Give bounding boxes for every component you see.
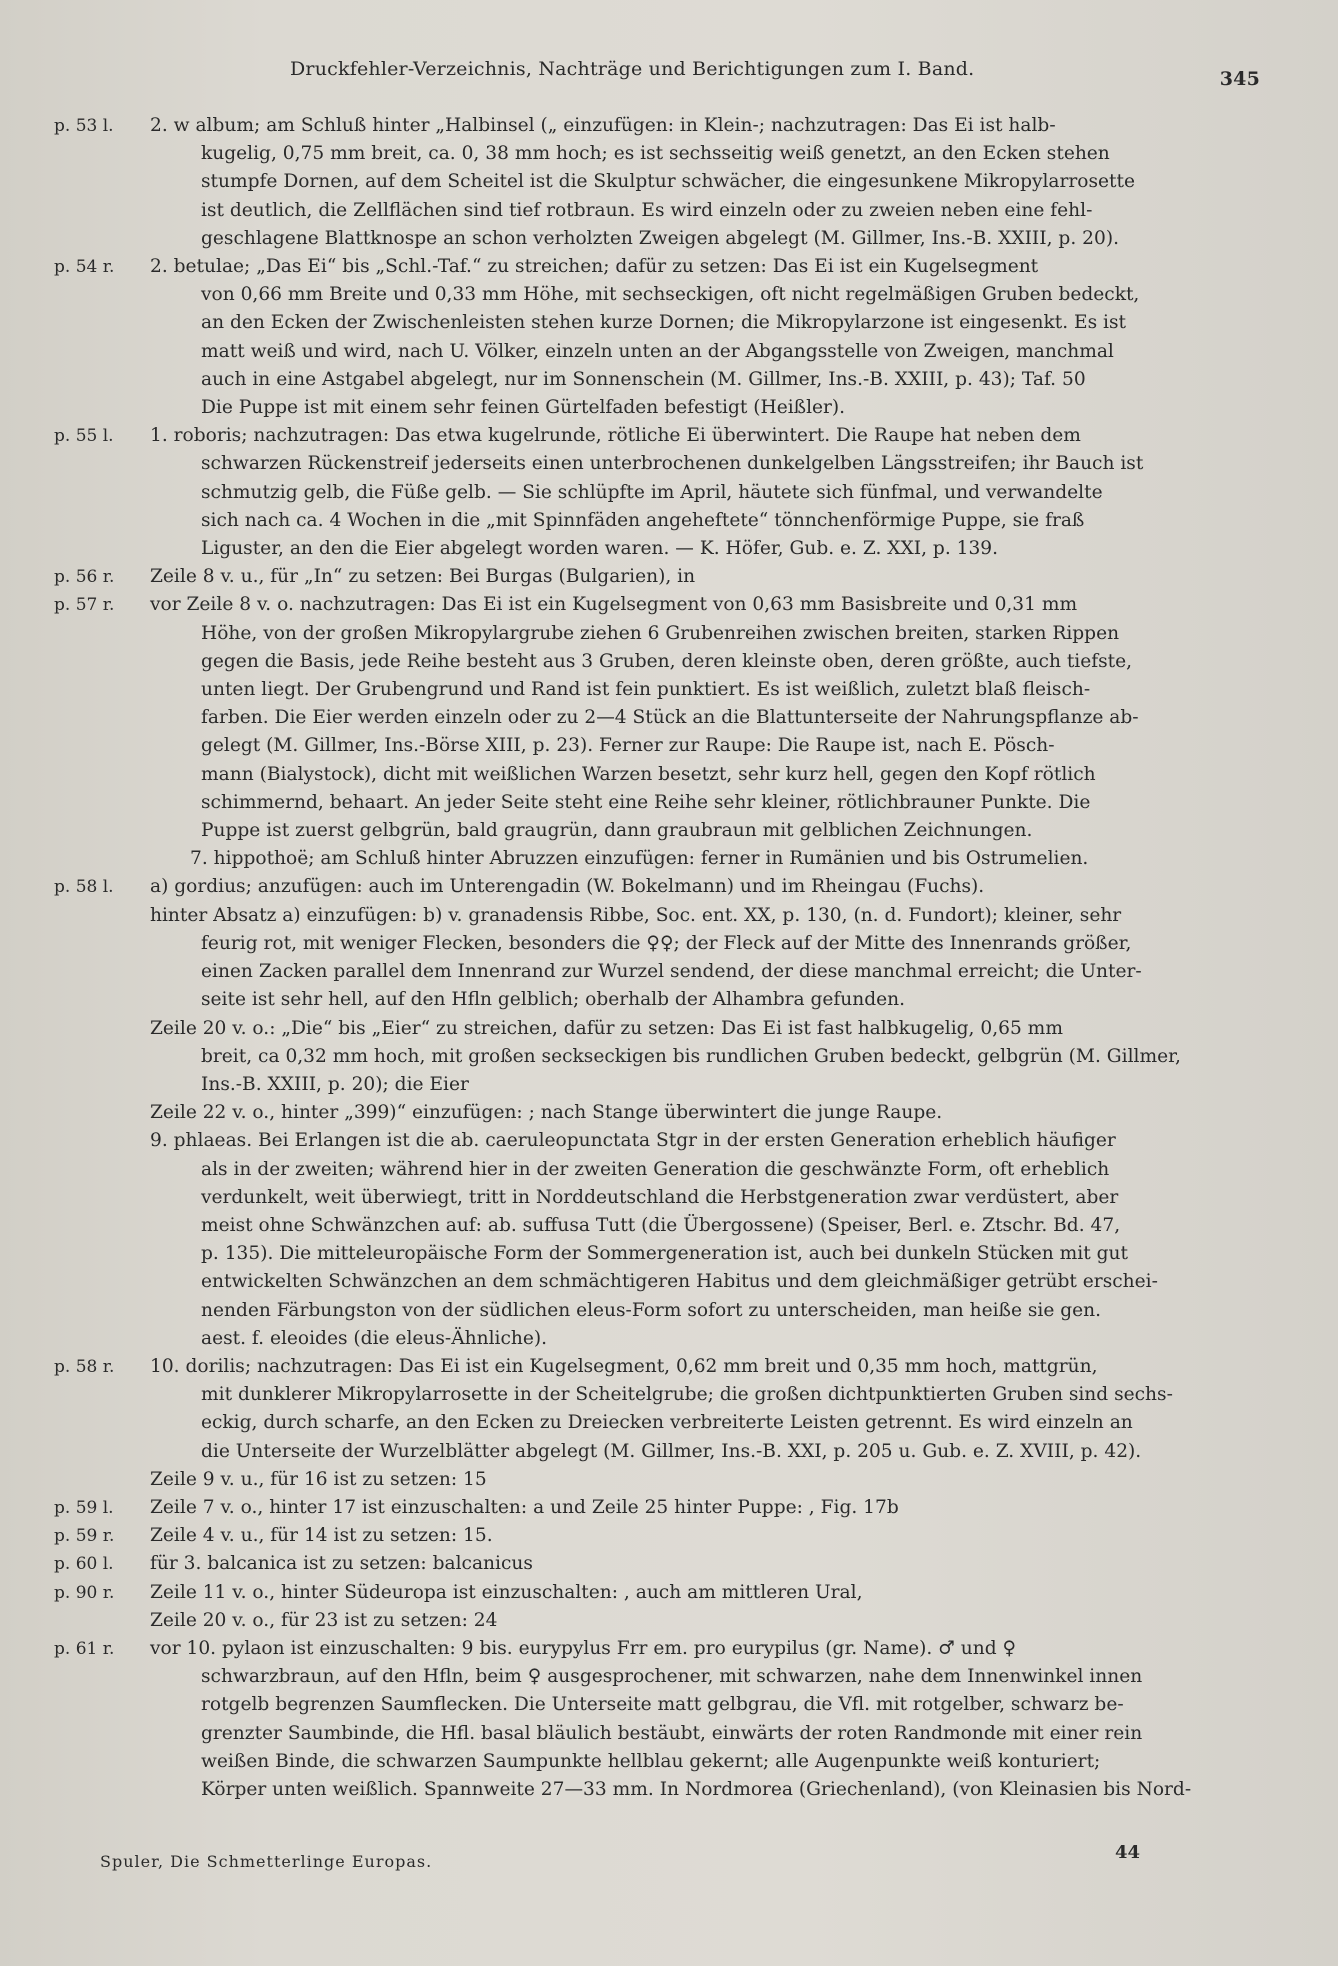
page-number: 345 — [1219, 68, 1260, 90]
text-line: Die Puppe ist mit einem sehr feinen Gürtelfaden befestigt (Heißler). — [201, 397, 846, 419]
text-line: weißen Binde, die schwarzen Saumpunkte hellblau gekernt; alle Augenpunkte weiß konturiert; — [201, 1750, 1101, 1772]
errata-entry — [54, 253, 1264, 422]
text-line: feurig rot, mit weniger Flecken, besonders die ♀♀; der Fleck auf der Mitte des Innenrands größer, — [201, 932, 1132, 954]
text-line: mann (Bialystock), dicht mit weißlichen Warzen besetzt, sehr kurz hell, gegen den Kopf rötlich — [201, 763, 1096, 785]
text-line: einen Zacken parallel dem Innenrand zur Wurzel sendend, der diese manchmal erreicht; die Unter- — [201, 961, 1142, 983]
errata-entry — [54, 422, 1264, 563]
text-line: Zeile 9 v. u., für 16 ist zu setzen: 15 — [150, 1468, 487, 1490]
page-reference: p. 58 r. — [54, 1356, 115, 1377]
text-line: Körper unten weißlich. Spannweite 27—33 mm. In Nordmorea (Griechenland), (von Kleinasien bis Nord- — [201, 1778, 1192, 1800]
text-line: Liguster, an den die Eier abgelegt worden waren. — K. Höfer, Gub. e. Z. XXI, p. 139. — [201, 538, 999, 560]
text-line: gegen die Basis, jede Reihe besteht aus 3 Gruben, deren kleinste oben, deren größte, auch tiefste, — [201, 650, 1133, 672]
text-line: breit, ca 0,32 mm hoch, mit großen seckseckigen bis rundlichen Gruben bedeckt, gelbgrün (M. Gillmer, — [201, 1045, 1181, 1067]
text-line: rotgelb begrenzen Saumflecken. Die Unterseite matt gelbgrau, die Vfl. mit rotgelber, schwarz be- — [201, 1694, 1124, 1716]
text-line: Zeile 11 v. o., hinter Südeuropa ist einzuschalten: , auch am mittleren Ural, — [150, 1581, 863, 1603]
text-line: 1. roboris; nachzutragen: Das etwa kugelrunde, rötliche Ei überwintert. Die Raupe hat neben dem — [150, 425, 1081, 447]
page-reference: p. 59 l. — [54, 1497, 114, 1518]
text-line: meist ohne Schwänzchen auf: ab. suffusa Tutt (die Übergossene) (Speiser, Berl. e. Ztschr. Bd. 47, — [201, 1214, 1121, 1236]
text-line: a) gordius; anzufügen: auch im Unterengadin (W. Bokelmann) und im Rheingau (Fuchs). — [150, 876, 985, 898]
errata-entry — [54, 591, 1264, 845]
page-reference: p. 54 r. — [54, 257, 115, 278]
errata-entry — [54, 1353, 1264, 1494]
text-line: ist deutlich, die Zellflächen sind tief rotbraun. Es wird einzeln oder zu zweien neben eine fehl- — [201, 199, 1093, 221]
text-line: Zeile 20 v. o., für 23 ist zu setzen: 24 — [150, 1609, 498, 1631]
text-line: als in der zweiten; während hier in der zweiten Generation die geschwänzte Form, oft erheblich — [201, 1158, 1110, 1180]
text-line: an den Ecken der Zwischenleisten stehen kurze Dornen; die Mikropylarzone ist eingesenkt. Es ist — [201, 312, 1127, 334]
text-line: seite ist sehr hell, auf den Hfln gelblich; oberhalb der Alhambra gefunden. — [201, 989, 906, 1011]
text-line: stumpfe Dornen, auf dem Scheitel ist die Skulptur schwächer, die eingesunkene Mikropylarrosette — [201, 171, 1135, 193]
running-title: Druckfehler-Verzeichnis, Nachträge und Berichtigungen zum I. Band. — [290, 58, 975, 80]
text-line: mit dunklerer Mikropylarrosette in der Scheitelgrube; die großen dichtpunktierten Gruben sind sechs- — [201, 1384, 1173, 1406]
text-line: gelegt (M. Gillmer, Ins.-Börse XIII, p. 23). Ferner zur Raupe: Die Raupe ist, nach E. Pösch- — [201, 735, 1055, 757]
text-line: vor 10. pylaon ist einzuschalten: 9 bis. eurypylus Frr em. pro eurypilus (gr. Name). ♂ und ♀ — [150, 1637, 1017, 1659]
page-reference: p. 53 l. — [54, 116, 114, 136]
page-reference: p. 61 r. — [54, 1638, 115, 1659]
text-line: die Unterseite der Wurzelblätter abgelegt (M. Gillmer, Ins.-B. XXI, p. 205 u. Gub. e. Z. XVIII, p. 42). — [201, 1440, 1142, 1462]
page-reference: p. 58 l. — [54, 877, 114, 898]
text-line: Höhe, von der großen Mikropylargrube ziehen 6 Grubenreihen zwischen breiten, starken Rippen — [201, 622, 1120, 644]
text-line: eckig, durch scharfe, an den Ecken zu Dreiecken verbreiterte Leisten getrennt. Es wird einzeln an — [201, 1412, 1133, 1434]
text-line: geschlagene Blattknospe an schon verholzten Zweigen abgelegt (M. Gillmer, Ins.-B. XXIII, p. 20). — [201, 227, 1119, 249]
text-line: für 3. balcanica ist zu setzen: balcanicus — [150, 1553, 533, 1575]
text-line: nenden Färbungston von der südlichen eleus-Form sofort zu unterscheiden, man heiße sie gen. — [201, 1299, 1102, 1321]
text-line: Zeile 7 v. o., hinter 17 ist einzuschalten: a und Zeile 25 hinter Puppe: , Fig. 17b — [150, 1496, 899, 1518]
errata-entry — [54, 1494, 1264, 1522]
text-line: kugelig, 0,75 mm breit, ca. 0, 38 mm hoch; es ist sechsseitig weiß genetzt, an den Ecken stehen — [201, 143, 1110, 165]
text-line: auch in eine Astgabel abgelegt, nur im Sonnenschein (M. Gillmer, Ins.-B. XXIII, p. 43); Taf. 50 — [201, 368, 1086, 390]
text-line: vor Zeile 8 v. o. nachzutragen: Das Ei ist ein Kugelsegment von 0,63 mm Basisbreite und 0,31 mm — [150, 594, 1078, 616]
text-line: schimmernd, behaart. An jeder Seite steht eine Reihe sehr kleiner, rötlichbrauner Punkte. Die — [201, 791, 1091, 813]
text-line: hinter Absatz a) einzufügen: b) v. granadensis Ribbe, Soc. ent. XX, p. 130, (n. d. Fundort); kleiner, sehr — [150, 904, 1122, 926]
text-line: 9. phlaeas. Bei Erlangen ist die ab. caeruleopunctata Stgr in der ersten Generation erheblich häufiger — [150, 1130, 1116, 1152]
errata-entry — [54, 112, 1264, 253]
errata-entry — [54, 563, 1264, 591]
text-line: 2. betulae; „Das Ei“ bis „Schl.-Taf.“ zu streichen; dafür zu setzen: Das Ei ist ein Kugelsegment — [150, 256, 1039, 278]
text-line: 2. w album; am Schluß hinter „Halbinsel („ einzufügen: in Klein-; nachzutragen: Das Ei ist halb- — [150, 115, 1056, 136]
text-line: Zeile 8 v. u., für „In“ zu setzen: Bei Burgas (Bulgarien), in — [150, 566, 696, 588]
errata-entry — [54, 1635, 1264, 1804]
text-line: farben. Die Eier werden einzeln oder zu 2—4 Stück an die Blattunterseite der Nahrungspflanze ab- — [201, 707, 1139, 729]
page-reference: p. 60 l. — [54, 1554, 114, 1575]
errata-entry — [54, 873, 1264, 1352]
signature-mark: 44 — [1114, 1842, 1140, 1863]
text-line: schwarzbraun, auf den Hfln, beim ♀ ausgesprochener, mit schwarzen, nahe dem Innenwinkel innen — [201, 1666, 1143, 1688]
page-reference: p. 57 r. — [54, 595, 115, 616]
page-reference: p. 55 l. — [54, 426, 114, 447]
page-reference: p. 59 r. — [54, 1526, 115, 1547]
text-line: sich nach ca. 4 Wochen in die „mit Spinnfäden angeheftete“ tönnchenförmige Puppe, sie fraß — [201, 509, 1085, 531]
page-header — [290, 58, 1270, 90]
text-line: 7. hippothoë; am Schluß hinter Abruzzen einzufügen: ferner in Rumänien und bis Ostrumelien. — [190, 848, 1089, 870]
text-line: schmutzig gelb, die Füße gelb. — Sie schlüpfte im April, häutete sich fünfmal, und verwandelte — [201, 481, 1103, 503]
text-line: entwickelten Schwänzchen an dem schmächtigeren Habitus und dem gleichmäßiger getrübt erschei- — [201, 1271, 1158, 1293]
text-line: grenzter Saumbinde, die Hfl. basal bläulich bestäubt, einwärts der roten Randmonde mit einer rein — [201, 1722, 1143, 1744]
text-line: 10. dorilis; nachzutragen: Das Ei ist ein Kugelsegment, 0,62 mm breit und 0,35 mm hoch, mattgrün, — [150, 1355, 1098, 1377]
text-line: schwarzen Rückenstreif jederseits einen unterbrochenen dunkelgelben Längsstreifen; ihr Bauch ist — [201, 453, 1144, 475]
errata-entry — [54, 1550, 1264, 1578]
text-line: Zeile 22 v. o., hinter „399)“ einzufügen: ; nach Stange überwintert die junge Raupe. — [150, 1102, 943, 1124]
text-line: aest. f. eleoides (die eleus-Ähnliche). — [201, 1327, 548, 1349]
errata-body — [54, 112, 1264, 1804]
page-footer — [100, 1842, 1250, 1871]
text-line: verdunkelt, weit überwiegt, tritt in Norddeutschland die Herbstgeneration zwar verdüstert, aber — [201, 1186, 1119, 1208]
errata-entry — [54, 1522, 1264, 1550]
text-line: matt weiß und wird, nach U. Völker, einzeln unten an der Abgangsstelle von Zweigen, manchmal — [201, 340, 1114, 362]
page-reference: p. 90 r. — [54, 1582, 115, 1603]
text-line: Zeile 4 v. u., für 14 ist zu setzen: 15. — [150, 1525, 493, 1547]
errata-entry — [54, 845, 1264, 873]
text-line: Puppe ist zuerst gelbgrün, bald graugrün, dann graubraun mit gelblichen Zeichnungen. — [201, 820, 1033, 842]
text-line: p. 135). Die mitteleuropäische Form der Sommergeneration ist, auch bei dunkeln Stücken mit gut — [201, 1243, 1128, 1265]
text-line: von 0,66 mm Breite und 0,33 mm Höhe, mit sechseckigen, oft nicht regelmäßigen Gruben bedeckt, — [201, 284, 1140, 306]
page-reference: p. 56 r. — [54, 567, 115, 588]
errata-entry — [54, 1579, 1264, 1635]
text-line: Ins.-B. XXIII, p. 20); die Eier — [201, 1073, 469, 1095]
text-line: unten liegt. Der Grubengrund und Rand ist fein punktiert. Es ist weißlich, zuletzt blaß fleisch- — [201, 679, 1091, 701]
source-line: Spuler, Die Schmetterlinge Europas. — [100, 1852, 433, 1871]
text-line: Zeile 20 v. o.: „Die“ bis „Eier“ zu streichen, dafür zu setzen: Das Ei ist fast halbkugelig, 0,65 mm — [150, 1017, 1063, 1039]
